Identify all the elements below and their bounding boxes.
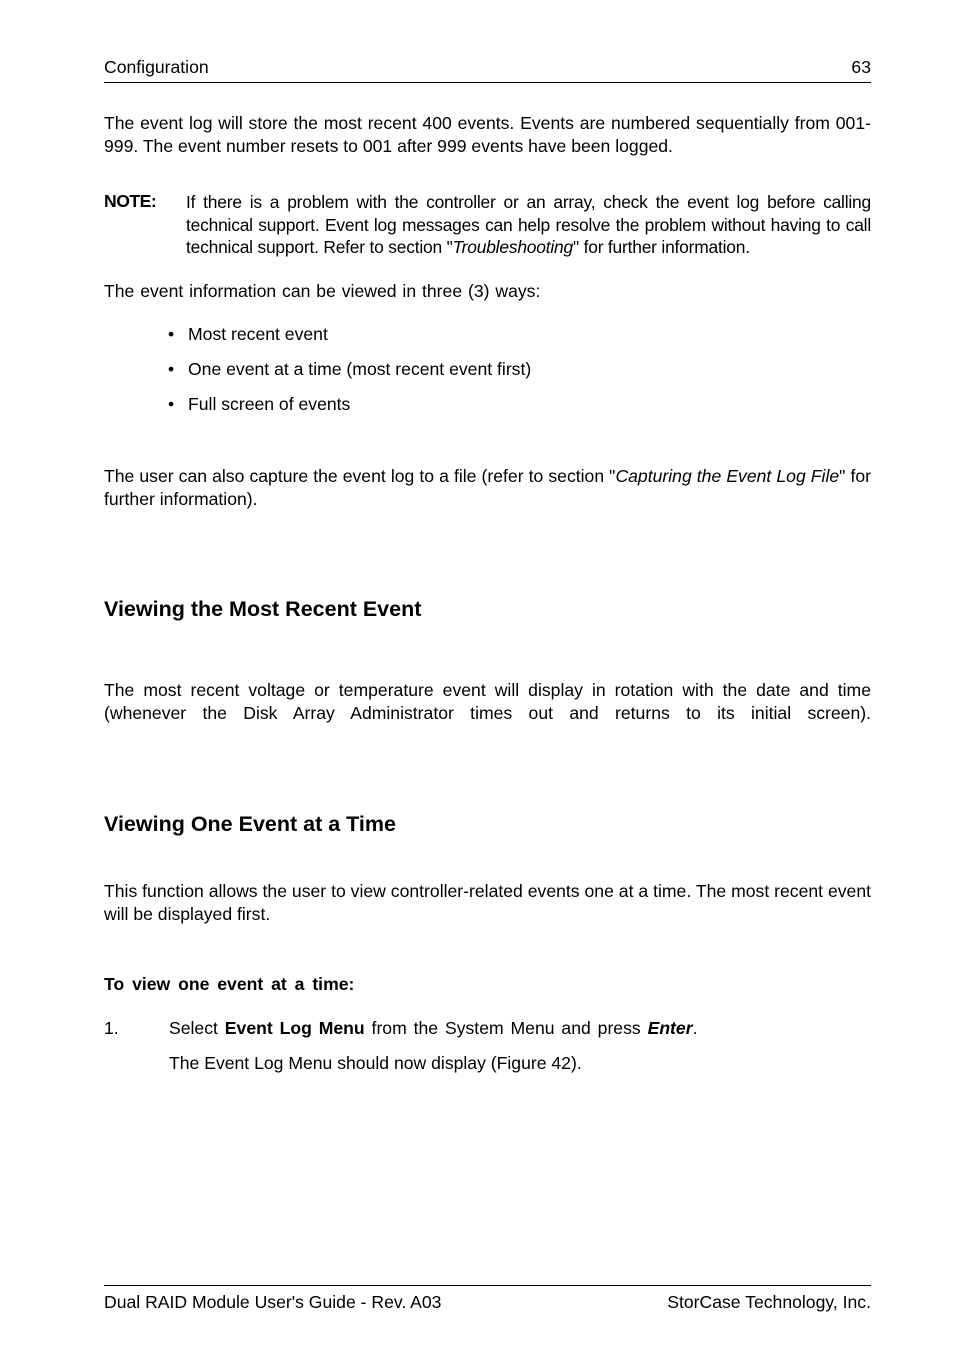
note-text-before: If there is a problem with the controller or an array, check the event log before calling technical support. Event log messages can help resolve the problem without having to call technical support. Refer to section " <box>186 192 871 257</box>
list-item <box>168 359 531 380</box>
header-section: Configuration <box>104 57 209 77</box>
note-label: NOTE: <box>104 191 157 211</box>
intro-paragraph: The event log will store the most recent 400 events. Events are numbered sequentially from 001-999. The event number resets to 001 after 999 events have been logged. <box>104 113 871 156</box>
capture-paragraph <box>104 465 871 510</box>
step-result: The Event Log Menu should now display (Figure 42). <box>169 1053 582 1073</box>
list-item <box>168 394 350 415</box>
procedure-title: To view one event at a time: <box>104 974 355 994</box>
note-text-italic: Troubleshooting <box>452 237 573 257</box>
step-mid: from the System Menu and press <box>364 1018 648 1038</box>
footer-left: Dual RAID Module User's Guide - Rev. A03 <box>104 1292 442 1312</box>
bullet-label: Full screen of events <box>188 394 351 414</box>
bullet-icon: • <box>168 324 175 344</box>
bullet-icon: • <box>168 394 175 414</box>
step-menu-name: Event Log Menu <box>224 1018 365 1038</box>
step-text <box>169 1017 697 1040</box>
section2-paragraph: This function allows the user to view controller-related events one at a time. The most recent event will be displayed first. <box>104 881 871 924</box>
section-heading-one-event: Viewing One Event at a Time <box>104 812 396 836</box>
section1-paragraph: The most recent voltage or temperature event will display in rotation with the date and time (whenever the Disk Array Administrator times out and returns to its initial screen). <box>104 680 871 723</box>
capture-before: The user can also capture the event log to a file (refer to section " <box>104 466 616 486</box>
bullet-label: Most recent event <box>188 324 328 344</box>
note-text-after: " for further information. <box>572 237 750 257</box>
step-pre: Select <box>169 1018 225 1038</box>
step-number: 1. <box>104 1018 119 1038</box>
note-text <box>186 191 871 259</box>
page-number: 63 <box>851 57 871 77</box>
list-item <box>168 324 328 345</box>
capture-italic: Capturing the Event Log File <box>615 466 840 486</box>
step-end: . <box>692 1018 698 1038</box>
footer-right: StorCase Technology, Inc. <box>667 1292 871 1312</box>
bullet-label: One event at a time (most recent event first) <box>188 359 532 379</box>
bullet-icon: • <box>168 359 175 379</box>
footer-rule <box>104 1285 871 1286</box>
capture-after: " for further information). <box>104 466 872 509</box>
header-rule <box>104 82 871 83</box>
step-key-name: Enter <box>647 1018 693 1038</box>
section-heading-most-recent: Viewing the Most Recent Event <box>104 597 422 621</box>
ways-intro: The event information can be viewed in three (3) ways: <box>104 281 541 301</box>
